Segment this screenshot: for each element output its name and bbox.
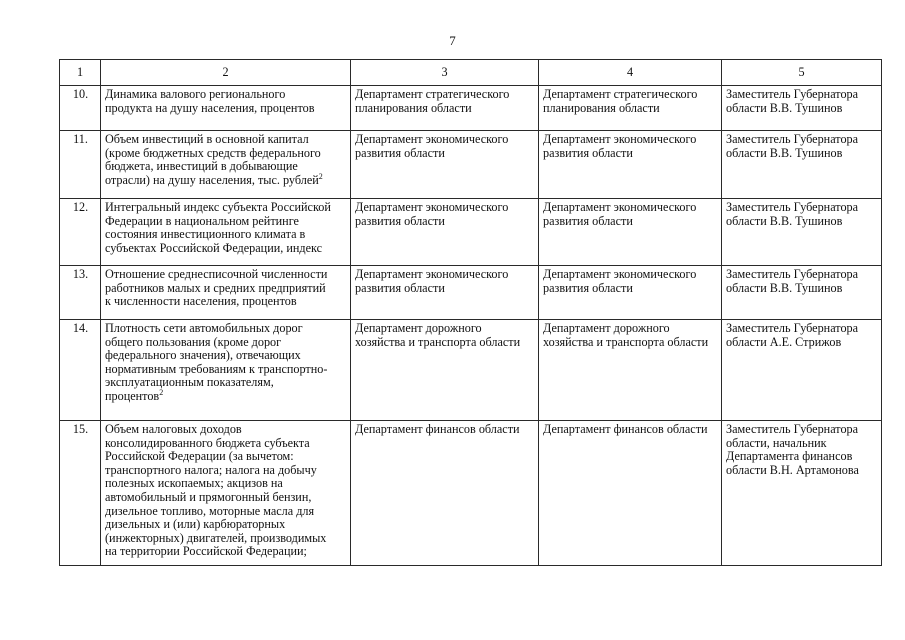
official-cell: Заместитель Губернатора области А.Е. Стрижов xyxy=(722,320,882,421)
row-number: 12. xyxy=(60,199,101,266)
coexecutor-dept-cell: Департамент стратегического планирования области xyxy=(539,86,722,131)
indicator-text: Интегральный индекс субъекта Российской Федерации в национальном рейтинге состояния инвестиционного климата в субъектах Российской Федерации, индекс xyxy=(105,200,331,255)
responsible-dept-cell: Департамент стратегического планирования области xyxy=(351,86,539,131)
coexecutor-dept-cell: Департамент экономического развития области xyxy=(539,266,722,320)
indicator-text: Динамика валового регионального продукта на душу населения, процентов xyxy=(105,87,315,115)
indicator-text: Отношение среднесписочной численности работников малых и средних предприятий к численности населения, процентов xyxy=(105,267,328,309)
indicator-text: Плотность сети автомобильных дорог общего пользования (кроме дорог федерального значения), отвечающих нормативным требованиям к транспортно- эксплуатационным показателям, процентов xyxy=(105,321,328,403)
official-cell: Заместитель Губернатора области В.В. Тушинов xyxy=(722,131,882,199)
column-header: 4 xyxy=(539,60,722,86)
table-row xyxy=(60,266,882,320)
indicator-text: Объем инвестиций в основной капитал (кроме бюджетных средств федерального бюджета, инвестиций в добывающие отрасли) на душу населения, тыс. рублей xyxy=(105,132,321,187)
indicator-cell xyxy=(101,86,351,131)
column-header: 5 xyxy=(722,60,882,86)
coexecutor-dept-cell: Департамент экономического развития области xyxy=(539,199,722,266)
official-cell: Заместитель Губернатора области В.В. Тушинов xyxy=(722,86,882,131)
row-number: 14. xyxy=(60,320,101,421)
table-header-row xyxy=(60,60,882,86)
indicator-cell xyxy=(101,320,351,421)
row-number: 11. xyxy=(60,131,101,199)
column-header: 3 xyxy=(351,60,539,86)
footnote-mark: 2 xyxy=(159,387,164,397)
coexecutor-dept-cell: Департамент экономического развития области xyxy=(539,131,722,199)
indicator-cell xyxy=(101,266,351,320)
row-number: 10. xyxy=(60,86,101,131)
row-number: 13. xyxy=(60,266,101,320)
table-row xyxy=(60,199,882,266)
responsible-dept-cell: Департамент экономического развития области xyxy=(351,131,539,199)
responsible-dept-cell: Департамент экономического развития области xyxy=(351,266,539,320)
coexecutor-dept-cell: Департамент дорожного хозяйства и транспорта области xyxy=(539,320,722,421)
indicator-cell xyxy=(101,421,351,566)
coexecutor-dept-cell: Департамент финансов области xyxy=(539,421,722,566)
table-row xyxy=(60,86,882,131)
responsible-dept-cell: Департамент экономического развития области xyxy=(351,199,539,266)
column-header: 1 xyxy=(60,60,101,86)
official-cell: Заместитель Губернатора области В.В. Тушинов xyxy=(722,266,882,320)
responsible-dept-cell: Департамент финансов области xyxy=(351,421,539,566)
responsibility-table xyxy=(59,59,882,566)
column-header: 2 xyxy=(101,60,351,86)
indicator-cell xyxy=(101,131,351,199)
table-row xyxy=(60,320,882,421)
responsible-dept-cell: Департамент дорожного хозяйства и транспорта области xyxy=(351,320,539,421)
official-cell: Заместитель Губернатора области В.В. Тушинов xyxy=(722,199,882,266)
row-number: 15. xyxy=(60,421,101,566)
table-row xyxy=(60,131,882,199)
indicator-text: Объем налоговых доходов консолидированного бюджета субъекта Российской Федерации (за вычетом: транспортного налога; налога на добычу полезных ископаемых; акцизов на автомобильный и прямогонный бензин, дизельное топливо, моторные масла для дизельных и (или) карбюраторных (инжекторных) двигателей, производимых на территории Российской Федерации; xyxy=(105,422,327,559)
page-number: 7 xyxy=(449,33,456,48)
footnote-mark: 2 xyxy=(318,171,323,181)
official-cell: Заместитель Губернатора области, начальник Департамента финансов области В.Н. Артамонова xyxy=(722,421,882,566)
indicator-cell xyxy=(101,199,351,266)
table-row xyxy=(60,421,882,566)
